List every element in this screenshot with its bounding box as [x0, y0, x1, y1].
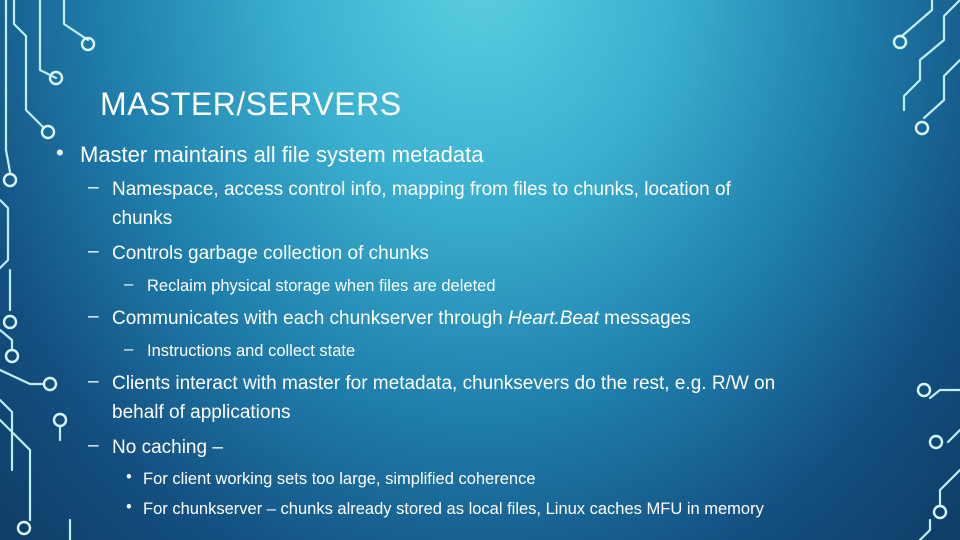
dash-marker: –	[124, 340, 134, 358]
text-run: messages	[598, 308, 691, 329]
dash-marker: –	[88, 435, 99, 456]
sub-bullet-text: Namespace, access control info, mapping from files to chunks, location of	[112, 179, 731, 200]
sub-bullet-text	[112, 308, 691, 330]
sub-sub-bullet-text: Reclaim physical storage when files are deleted	[147, 277, 496, 295]
heartbeat-emphasis: Heart.Beat	[508, 308, 599, 329]
dash-marker: –	[88, 306, 99, 327]
dash-marker: –	[124, 275, 134, 293]
sub-sub-bullet-text: For chunkserver – chunks already stored as local files, Linux caches MFU in memory	[143, 500, 764, 518]
sub-bullet-text: No caching –	[112, 437, 223, 458]
sub-sub-bullet-text: For client working sets too large, simplified coherence	[143, 470, 536, 488]
dash-marker: –	[88, 177, 99, 198]
text-run: Communicates with each chunkserver through	[112, 308, 509, 329]
dash-marker: –	[88, 241, 99, 262]
dash-marker: –	[88, 371, 99, 392]
bullet-marker: •	[126, 468, 132, 486]
sub-bullet-text-cont: behalf of applications	[112, 402, 291, 423]
sub-bullet-text: Clients interact with master for metadata, chunksevers do the rest, e.g. R/W on	[112, 373, 776, 394]
slide-title: MASTER/SERVERS	[100, 86, 402, 122]
bullet-marker: •	[56, 140, 64, 165]
bullet-text: Master maintains all file system metadata	[80, 142, 484, 167]
bullet-marker: •	[126, 498, 132, 516]
sub-sub-bullet-text: Instructions and collect state	[147, 342, 356, 360]
sub-bullet-text: Controls garbage collection of chunks	[112, 243, 429, 264]
sub-bullet-text-cont: chunks	[112, 208, 173, 229]
